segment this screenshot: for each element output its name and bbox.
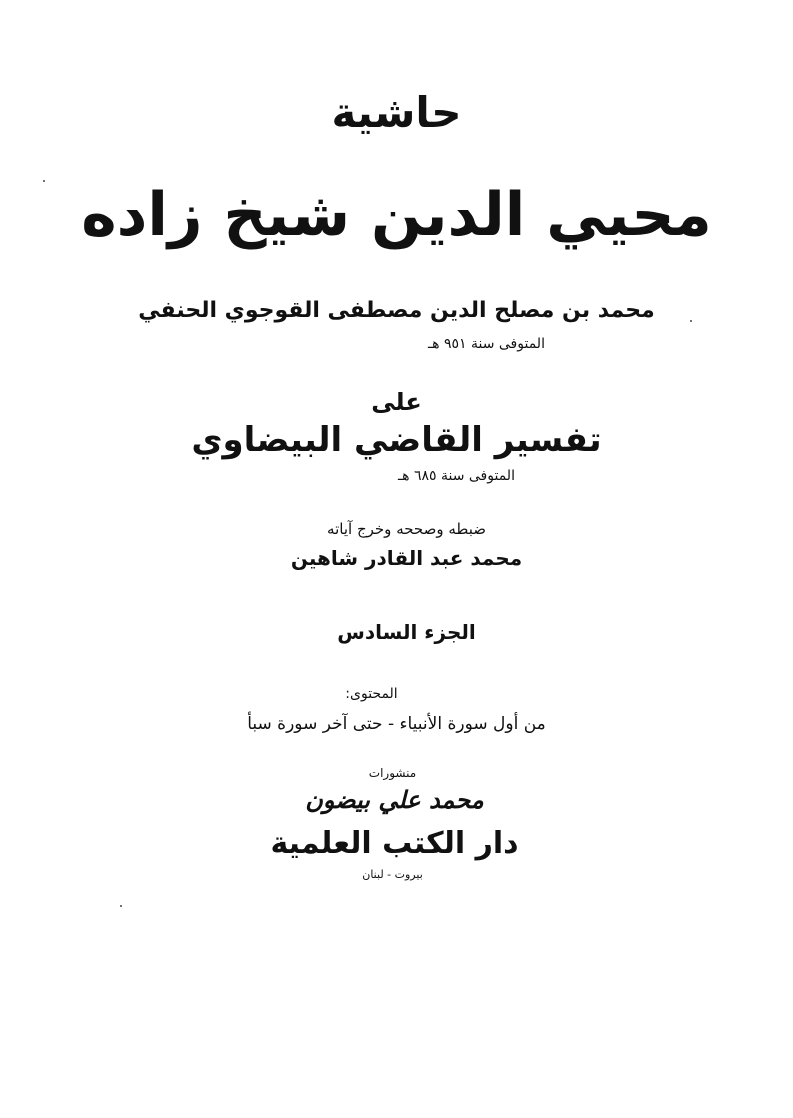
publications-label: منشورات <box>368 766 417 780</box>
author-death-date: المتوفى سنة ٩٥١ هـ <box>428 336 545 352</box>
editing-note: ضبطه وصححه وخرج آياته <box>327 520 486 538</box>
on-label: على <box>371 388 422 416</box>
contents-range: من أول سورة الأنبياء - حتى آخر سورة سبأ <box>247 714 546 734</box>
book-title: تفسير القاضي البيضاوي <box>191 420 602 460</box>
editor-name: محمد عبد القادر شاهين <box>290 546 523 570</box>
author-title: محيي الدين شيخ زاده <box>81 180 712 250</box>
author-fullname: محمد بن مصلح الدين مصطفى القوجوي الحنفي <box>138 298 655 323</box>
volume-label: الجزء السادس <box>337 620 476 644</box>
title-top: حاشية <box>331 88 462 137</box>
publisher-house-logo: دار الكتب العلمية <box>270 826 519 861</box>
scan-speck <box>690 320 692 322</box>
publisher-city: بيروت - لبنان <box>362 868 423 881</box>
scan-speck <box>43 180 45 182</box>
publisher-person-signature: محمد علي بيضون <box>305 786 484 814</box>
book-author-death-date: المتوفى سنة ٦٨٥ هـ <box>398 468 515 484</box>
contents-label: المحتوى: <box>345 686 398 702</box>
scan-speck <box>120 905 122 907</box>
